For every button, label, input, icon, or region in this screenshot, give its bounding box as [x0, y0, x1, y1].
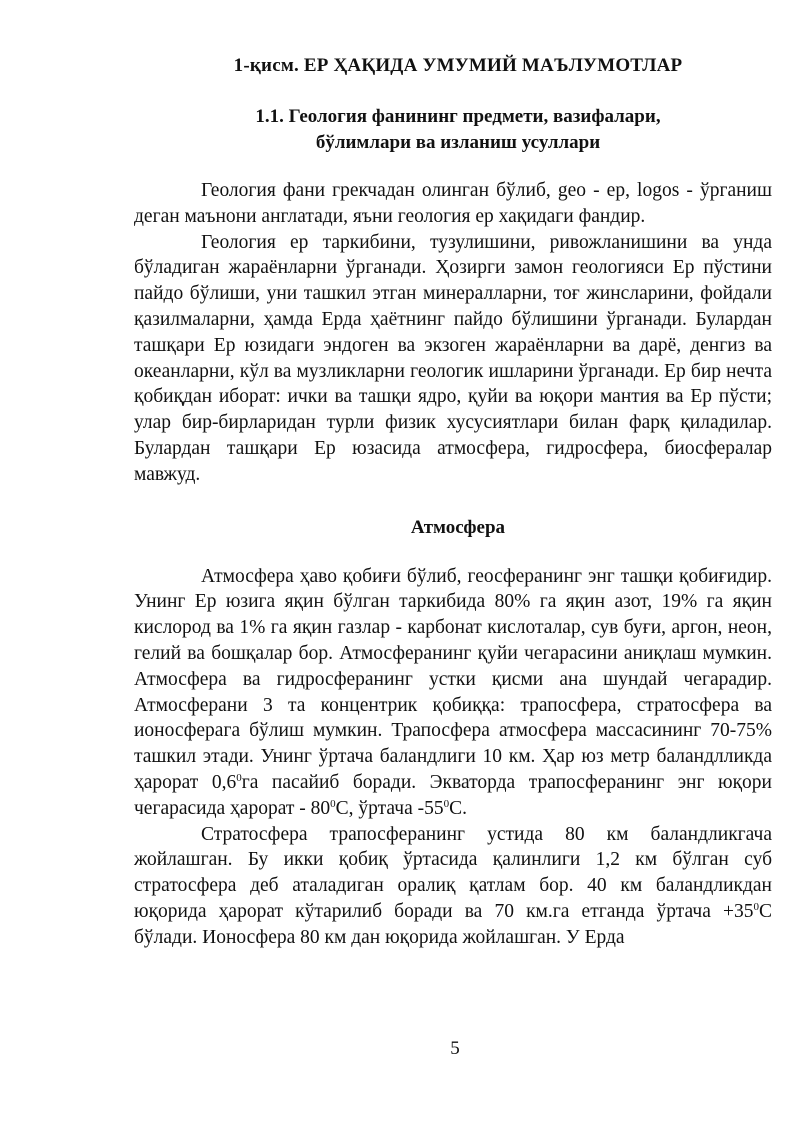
degree-superscript: 0 [236, 771, 242, 784]
section-title [134, 104, 772, 156]
atmosphere-p2-text-2: С бўлади. Ионосфера 80 км дан юқорида жойлашган. У Ерда [134, 900, 772, 948]
part-title: 1-қисм. ЕР ҲАҚИДА УМУМИЙ МАЪЛУМОТЛАР [233, 55, 683, 76]
atmosphere-paragraph-1 [134, 564, 772, 822]
atmosphere-paragraph-2 [134, 822, 772, 951]
section-title-line-1: 1.1. Геология фанининг предмети, вазифалари, [255, 106, 661, 127]
atmosphere-p1-text-3: С, ўртача -55 [335, 797, 444, 819]
degree-superscript: 0 [443, 797, 450, 810]
atmosphere-p2-text-1: Стратосфера трапосферанинг устида 80 км баландликгача жойлашган. Бу икки қобиқ ўртасида қалинлиги 1,2 км бўлган суб стратосфера деб аталадиган оралиқ қатлам бор. 40 км баландликдан юқорида ҳарорат кўтарилиб боради ва 70 км.га етганда ўртача +35 [134, 823, 772, 922]
intro-paragraph-1: Геология фани грекчадан олинган бўлиб, geo - ер, logos - ўрганиш деган маънони англатади, яъни геология ер хақидаги фандир. [134, 180, 772, 227]
atmosphere-p1-text-2: га пасайиб боради. Экваторда трапосферанинг энг юқори чегарасида ҳарорат - 80 [134, 771, 772, 819]
page-number: 5 [450, 1038, 460, 1059]
atmosphere-p1-text-1: Атмосфера ҳаво қобиғи бўлиб, геосферанинг энг ташқи қобиғидир. Унинг Ер юзига яқин бўлган таркибида 80% га яқин азот, 19% га яқин кислород ва 1% га яқин газлар - карбонат кислоталар, сув буғи, аргон, неон, гелий ва бошқалар бор. Атмосферанинг қуйи чегарасини аниқлаш мумкин. Атмосфера ва гидросферанинг устки қисми ана шундай чегарадир. Атмосферани 3 та концентрик қобиққа: трапосфера, стратосфера ва ионосферага бўлиш мумкин. Трапосфера атмосфера массасининг 70-75% ташкил этади. Унинг ўртача баландлиги 10 км. Ҳар юз метр баландлликда ҳарорат 0,6 [134, 565, 772, 793]
atmosphere-p1-text-4: С. [449, 797, 467, 819]
degree-superscript: 0 [753, 900, 759, 913]
section-title-line-2: бўлимлари ва изланиш усуллари [315, 132, 601, 153]
document-page [134, 52, 772, 951]
atmosphere-heading: Атмосфера [410, 516, 506, 538]
degree-superscript: 0 [330, 797, 336, 810]
intro-paragraph-2: Геология ер таркибини, тузулишини, ривожланишини ва унда бўладиган жараёнларни ўрганади. Ҳозирги замон геологияси Ер пўстини пайдо бўлиши, уни ташкил этган минералларни, тоғ жинсларини, фойдали қазилмаларни, ҳамда Ерда ҳаётнинг пайдо бўлишини ўрганади. Булардан ташқари Ер юзидаги эндоген ва экзоген жараёнларни ва дарё, денгиз ва океанларни, кўл ва музликларни геологик ишларини ўрганади. Ер бир нечта қобиқдан иборат: ички ва ташқи ядро, қуйи ва юқори мантия ва Ер пўсти; улар бир-бирларидан турли физик хусусиятлари билан фарқ қиладилар. Булардан ташқари Ер юзасида атмосфера, гидросфера, биосфералар мавжуд. [134, 231, 772, 485]
